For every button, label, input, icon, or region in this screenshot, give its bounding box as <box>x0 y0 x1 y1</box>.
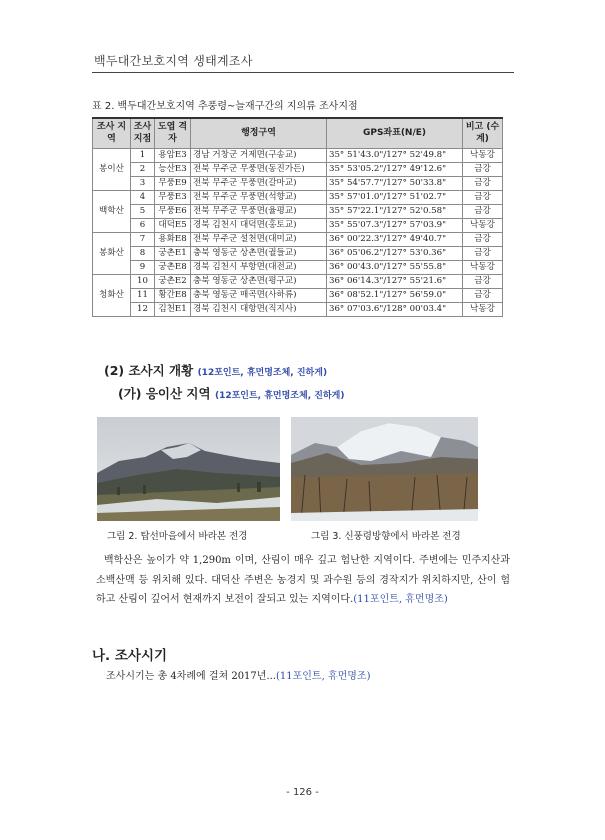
map-grid-cell: 무풍E9 <box>155 177 191 191</box>
remarks-cell: 금강 <box>463 191 503 205</box>
schedule-format-note: (11포인트, 휴먼명조) <box>275 671 371 682</box>
col-header-site: 조사 지점 <box>131 118 155 149</box>
site-number-cell: 8 <box>131 247 155 261</box>
map-grid-cell: 무풍E3 <box>155 191 191 205</box>
region-cell: 청화산 <box>93 275 131 317</box>
gps-cell: 35° 54'57.7"/127° 50'33.8" <box>327 177 463 191</box>
remarks-cell: 금강 <box>463 163 503 177</box>
admin-area-cell: 전북 무주군 무풍면(율평교) <box>191 205 327 219</box>
photo-tapseon-village-view <box>97 417 280 521</box>
remarks-cell: 낙동강 <box>463 149 503 163</box>
site-number-cell: 4 <box>131 191 155 205</box>
admin-area-cell: 충북 영동군 상촌면(궐들교) <box>191 247 327 261</box>
table-row <box>93 163 503 177</box>
col-header-region: 조사 지역 <box>93 118 131 149</box>
map-grid-cell: 궁촌E8 <box>155 261 191 275</box>
gps-cell: 36° 05'06.2"/127° 53'0.36" <box>327 247 463 261</box>
table-caption: 표 2. 백두대간보호지역 추풍령~늘재구간의 지의류 조사지점 <box>92 101 358 112</box>
running-header: 백두대간보호지역 생태계조사 <box>94 54 253 68</box>
col-header-admin-area: 행정구역 <box>191 118 327 149</box>
table-row <box>93 275 503 289</box>
remarks-cell: 금강 <box>463 275 503 289</box>
table-row <box>93 205 503 219</box>
table-row <box>93 261 503 275</box>
figure-3-caption: 그림 3. 신풍령방향에서 바라본 전경 <box>311 531 461 542</box>
gps-cell: 35° 55'07.3"/127° 57'03.9" <box>327 219 463 233</box>
col-header-gps: GPS좌표(N/E) <box>327 118 463 149</box>
remarks-cell: 낙동강 <box>463 219 503 233</box>
section-2-title: (2) 조사지 개황 <box>104 363 194 378</box>
remarks-cell: 금강 <box>463 177 503 191</box>
site-number-cell: 12 <box>131 303 155 317</box>
admin-area-cell: 전북 무주군 무풍면(동진가든) <box>191 163 327 177</box>
site-number-cell: 3 <box>131 177 155 191</box>
table-row <box>93 191 503 205</box>
page-number: - 126 - <box>286 787 319 798</box>
table-row <box>93 233 503 247</box>
admin-area-cell: 충북 영동군 상촌면(평구교) <box>191 275 327 289</box>
survey-sites-table <box>92 117 503 317</box>
photo-sinpung-pass-view <box>291 417 478 521</box>
remarks-cell: 금강 <box>463 233 503 247</box>
schedule-text: 조사시기는 총 4차례에 걸쳐 2017년... <box>106 671 276 682</box>
col-header-map-grid: 도엽 격자 <box>155 118 191 149</box>
map-grid-cell: 대덕E5 <box>155 219 191 233</box>
body-paragraph <box>96 551 510 610</box>
admin-area-cell: 전북 무주군 무풍면(석향교) <box>191 191 327 205</box>
body-paragraph-text: 백학산은 높이가 약 1,290m 이며, 산림이 매우 깊고 험난한 지역이다. 주변에는 민주지산과 소백산맥 등 위치해 있다. 대덕산 주변은 농경지 및 과수원 등의 경작지가 위치하지만, 산이 험하고 산림이 깊어서 현재까지 보전이 잘되고 있는 지역이다. <box>96 555 510 605</box>
site-number-cell: 5 <box>131 205 155 219</box>
admin-area-cell: 경북 김천시 부항면(대전교) <box>191 261 327 275</box>
section-2a-title: (가) 응이산 지역 <box>118 386 211 401</box>
header-rule <box>92 72 514 73</box>
gps-cell: 36° 06'14.3"/127° 55'21.6" <box>327 275 463 289</box>
site-number-cell: 10 <box>131 275 155 289</box>
site-number-cell: 7 <box>131 233 155 247</box>
admin-area-cell: 경남 거창군 거제면(구송교) <box>191 149 327 163</box>
table-row <box>93 289 503 303</box>
region-cell: 봉화산 <box>93 233 131 275</box>
site-number-cell: 2 <box>131 163 155 177</box>
gps-cell: 36° 08'52.1"/127° 56'59.0" <box>327 289 463 303</box>
admin-area-cell: 전북 무주군 설천면(대미교) <box>191 233 327 247</box>
admin-area-cell: 경북 김천시 대덕면(홍토교) <box>191 219 327 233</box>
section-heading-2 <box>104 361 327 379</box>
site-number-cell: 1 <box>131 149 155 163</box>
map-grid-cell: 김천E1 <box>155 303 191 317</box>
section-2-format-note: (12포인트, 휴먼명조체, 진하게) <box>197 368 328 378</box>
subsection-heading: 나. 조사시기 <box>92 648 168 664</box>
map-grid-cell: 궁촌E2 <box>155 275 191 289</box>
table-row <box>93 219 503 233</box>
gps-cell: 36° 00'22.3"/127° 49'40.7" <box>327 233 463 247</box>
gps-cell: 36° 07'03.6"/128° 00'03.4" <box>327 303 463 317</box>
remarks-cell: 낙동강 <box>463 303 503 317</box>
table-row <box>93 303 503 317</box>
map-grid-cell: 궁촌E1 <box>155 247 191 261</box>
remarks-cell: 금강 <box>463 289 503 303</box>
body-paragraph-format-note: (11포인트, 휴먼명조) <box>353 594 448 605</box>
gps-cell: 35° 51'43.0"/127° 52'49.8" <box>327 149 463 163</box>
site-number-cell: 11 <box>131 289 155 303</box>
site-number-cell: 6 <box>131 219 155 233</box>
table-header-row <box>93 118 503 149</box>
region-cell: 백학산 <box>93 191 131 233</box>
section-heading-2a <box>118 384 344 402</box>
figure-2-caption: 그림 2. 탑선마을에서 바라본 전경 <box>107 531 248 542</box>
gps-cell: 35° 57'01.0"/127° 51'02.7" <box>327 191 463 205</box>
map-grid-cell: 황간E8 <box>155 289 191 303</box>
gps-cell: 35° 57'22.1"/127° 52'0.58" <box>327 205 463 219</box>
remarks-cell: 금강 <box>463 205 503 219</box>
admin-area-cell: 경북 김천시 대항면(직지사) <box>191 303 327 317</box>
site-number-cell: 9 <box>131 261 155 275</box>
schedule-line <box>106 667 371 682</box>
gps-cell: 36° 00'43.0"/127° 55'55.8" <box>327 261 463 275</box>
table-row <box>93 177 503 191</box>
map-grid-cell: 용화E8 <box>155 233 191 247</box>
map-grid-cell: 무풍E6 <box>155 205 191 219</box>
map-grid-cell: 능산E3 <box>155 163 191 177</box>
remarks-cell: 낙동강 <box>463 261 503 275</box>
table-row <box>93 149 503 163</box>
col-header-remarks: 비고 (수계) <box>463 118 503 149</box>
admin-area-cell: 충북 영동군 매곡면(사하류) <box>191 289 327 303</box>
gps-cell: 35° 53'05.2"/127° 49'12.6" <box>327 163 463 177</box>
admin-area-cell: 전북 무주군 무풍면(갈마교) <box>191 177 327 191</box>
remarks-cell: 금강 <box>463 247 503 261</box>
section-2a-format-note: (12포인트, 휴먼명조체, 진하게) <box>214 391 345 401</box>
table-row <box>93 247 503 261</box>
region-cell: 봉이산 <box>93 149 131 191</box>
map-grid-cell: 용암E3 <box>155 149 191 163</box>
